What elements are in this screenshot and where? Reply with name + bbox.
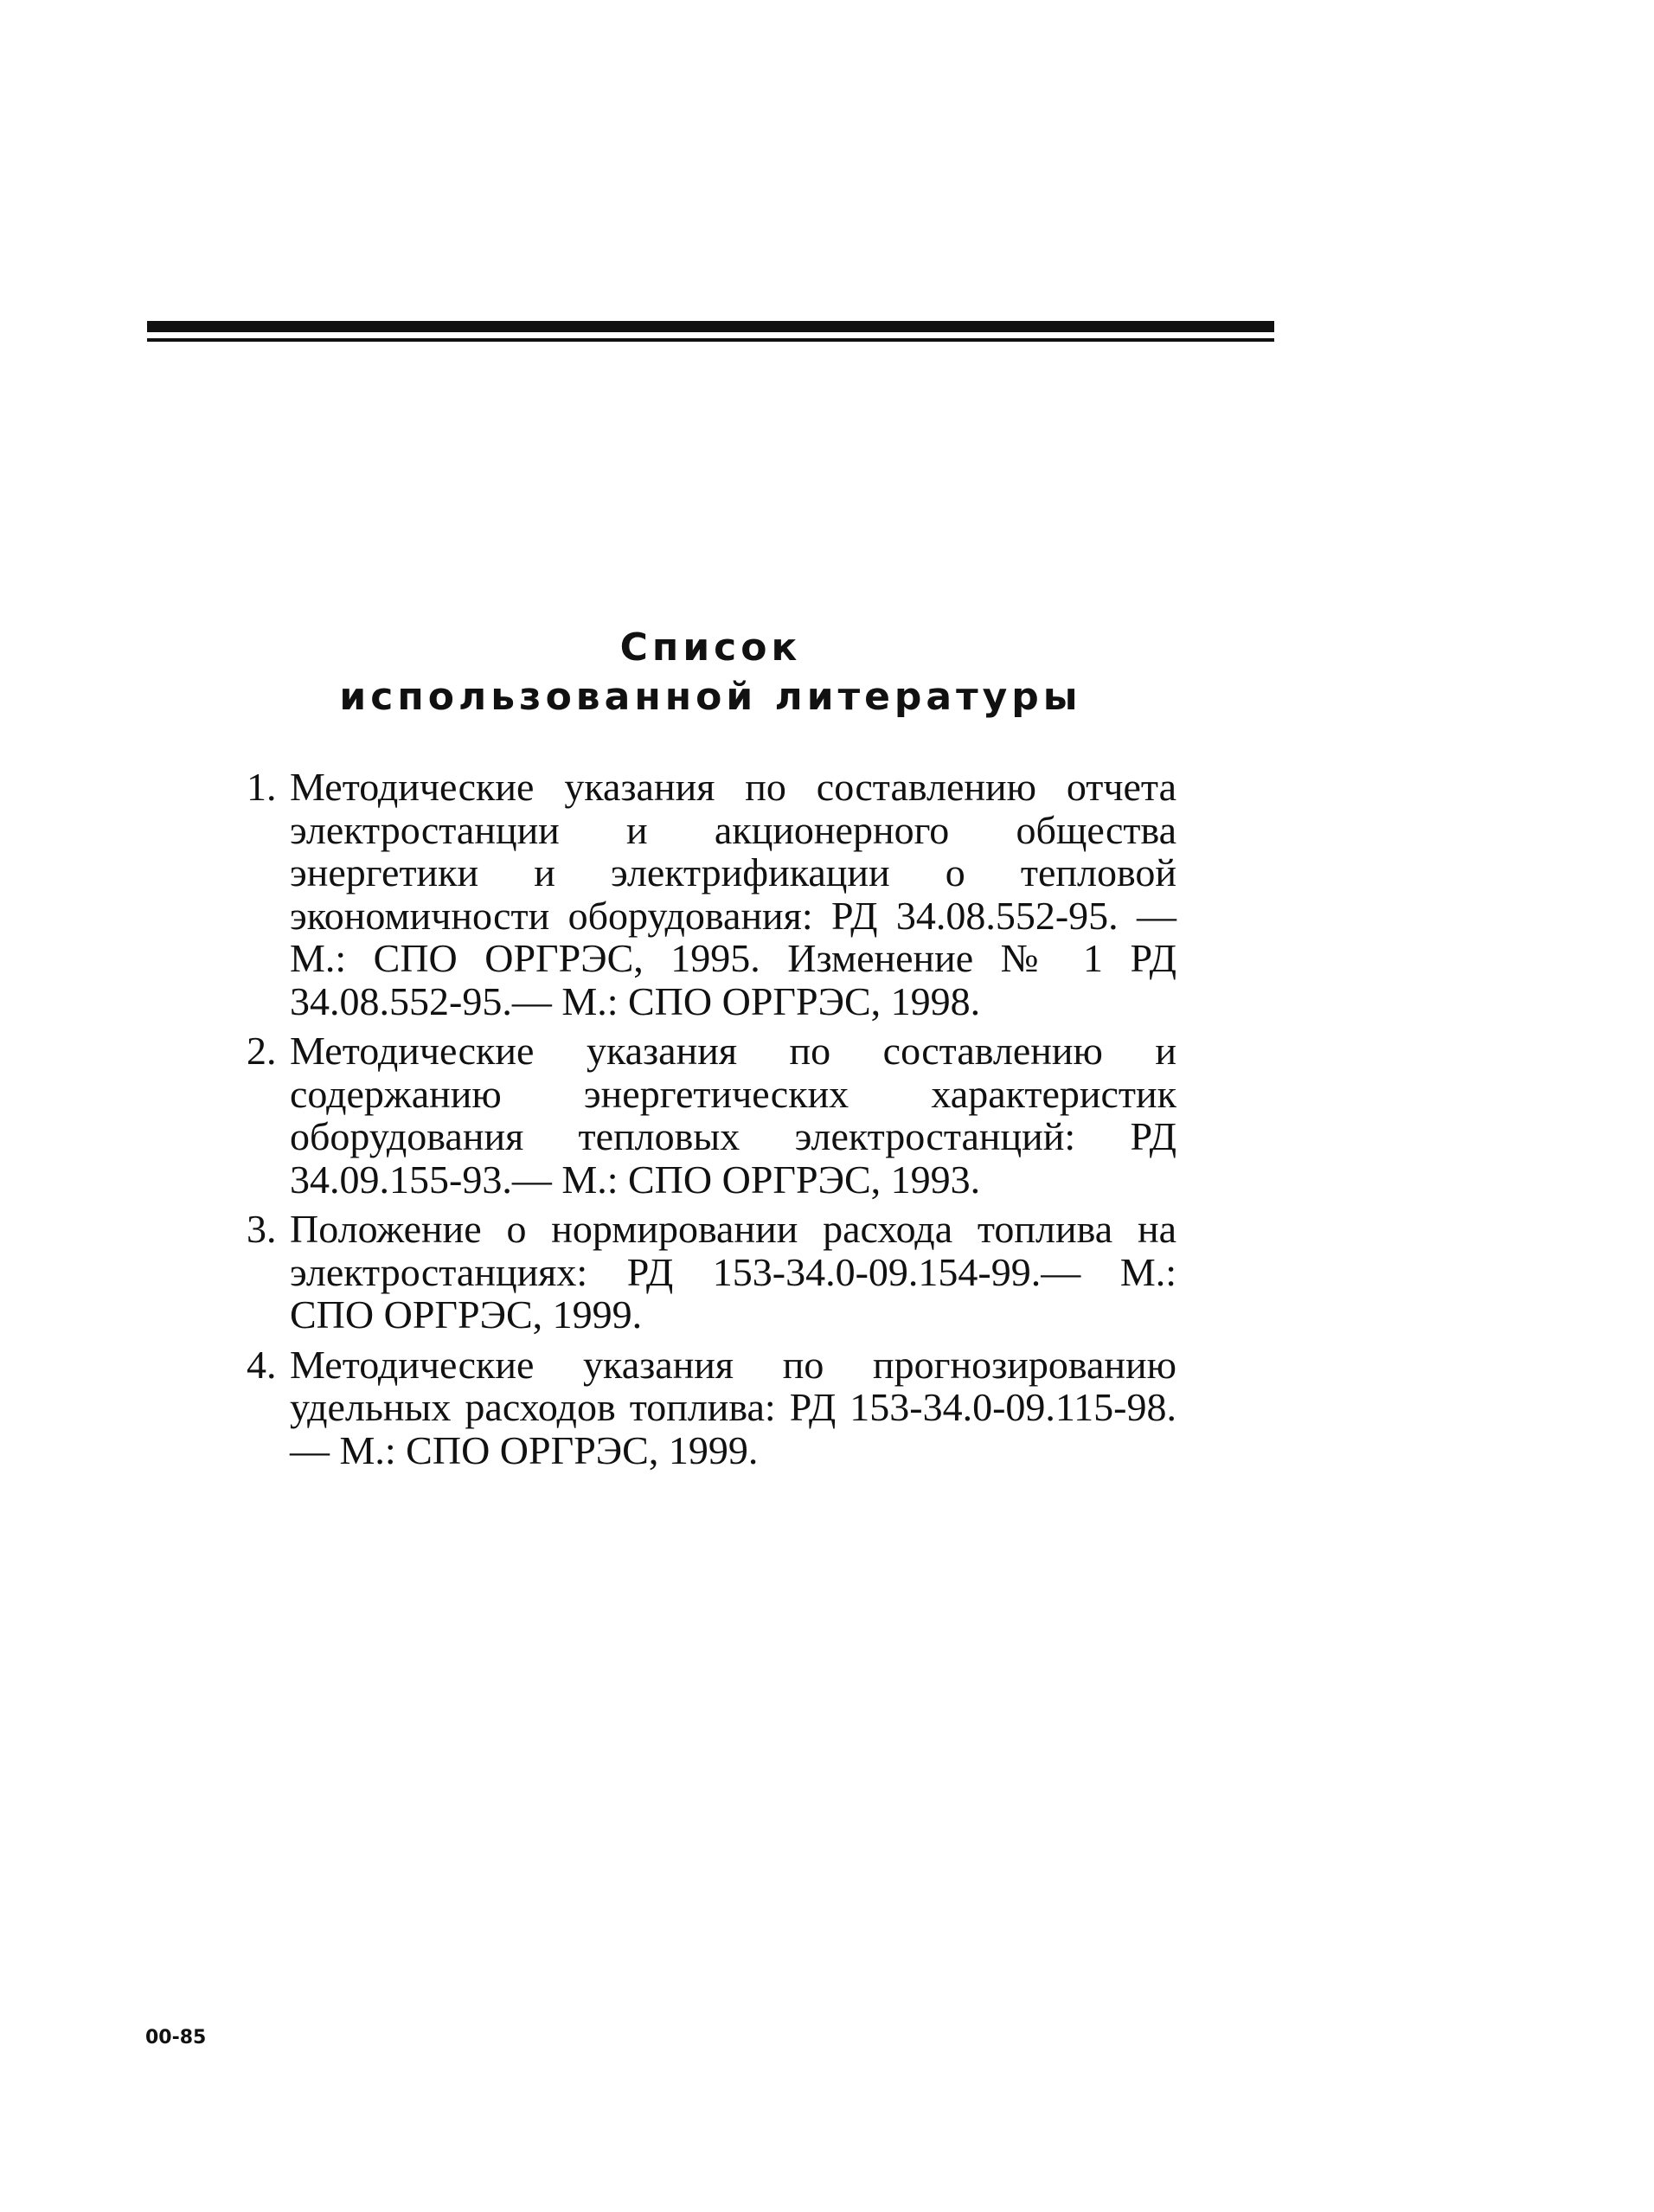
reference-number: 1. xyxy=(247,765,277,809)
header-rule-thick xyxy=(147,321,1274,332)
reference-number: 4. xyxy=(247,1342,277,1387)
reference-number: 2. xyxy=(247,1029,277,1073)
reference-item xyxy=(247,1208,1176,1337)
page-title xyxy=(147,623,1274,721)
reference-number: 3. xyxy=(247,1207,277,1251)
title-line-1: Список xyxy=(619,625,802,670)
reference-list xyxy=(247,766,1176,1478)
header-rule-thin xyxy=(147,338,1274,342)
title-line-2: использованной литературы xyxy=(339,675,1082,719)
reference-item xyxy=(247,1343,1176,1472)
reference-text: Положение о нормировании расхода топлива на электростанциях: РД 153-34.0-09.154-99.— М.: СПО ОРГРЭС, 1999. xyxy=(290,1207,1176,1337)
reference-text: Методические указания по прогнозированию удельных расходов топлива: РД 153-34.0-09.115-98.— М.: СПО ОРГРЭС, 1999. xyxy=(290,1342,1176,1472)
reference-text: Методические указания по составлению отчета электростанции и акционерного общества энергетики и электрификации о тепловой экономичности оборудования: РД 34.08.552-95. — М.: СПО ОРГРЭС, 1995. Изменение № 1 РД 34.08.552-95.— М.: СПО ОРГРЭС, 1998. xyxy=(290,765,1176,1023)
reference-item xyxy=(247,766,1176,1023)
reference-text: Методические указания по составлению и содержанию энергетических характеристик оборудования тепловых электростанций: РД 34.09.155-93.— М.: СПО ОРГРЭС, 1993. xyxy=(290,1029,1176,1202)
page-code: 00-85 xyxy=(145,2027,207,2049)
reference-item xyxy=(247,1029,1176,1201)
